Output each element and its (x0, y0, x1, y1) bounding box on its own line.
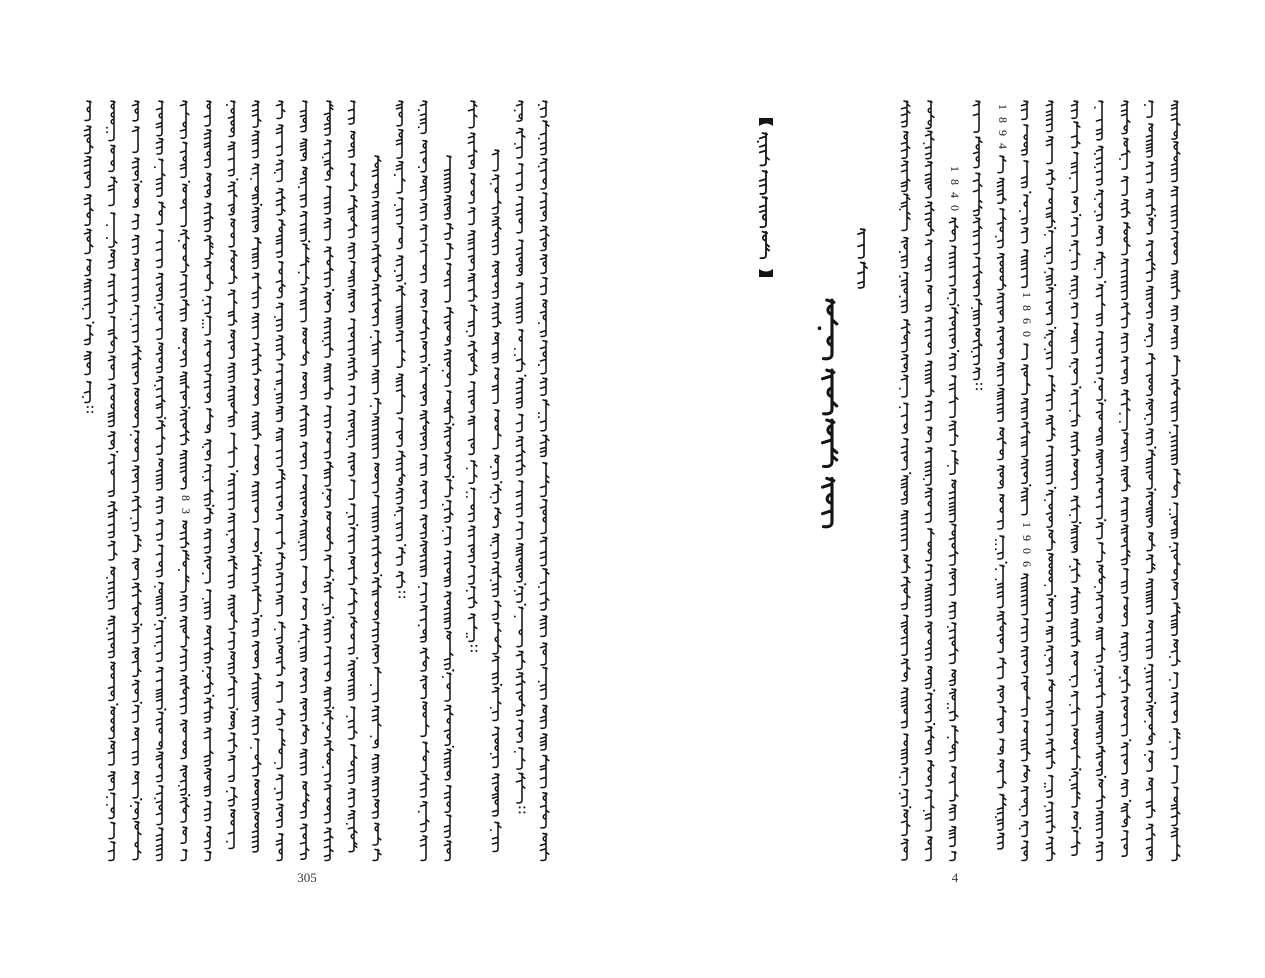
year-numeral: 8 3 (179, 495, 193, 516)
script-dots (757, 141, 759, 143)
year-numeral: 1 8 6 0 (1020, 292, 1034, 339)
year-numeral: 1 9 0 6 (1020, 522, 1034, 569)
script-dots (818, 326, 822, 330)
year-numeral: 1 8 4 0 (948, 166, 962, 213)
year-numeral: 1 8 9 4 (996, 104, 1010, 151)
page-number: 305 (297, 870, 317, 885)
page-number: 4 (951, 870, 959, 885)
